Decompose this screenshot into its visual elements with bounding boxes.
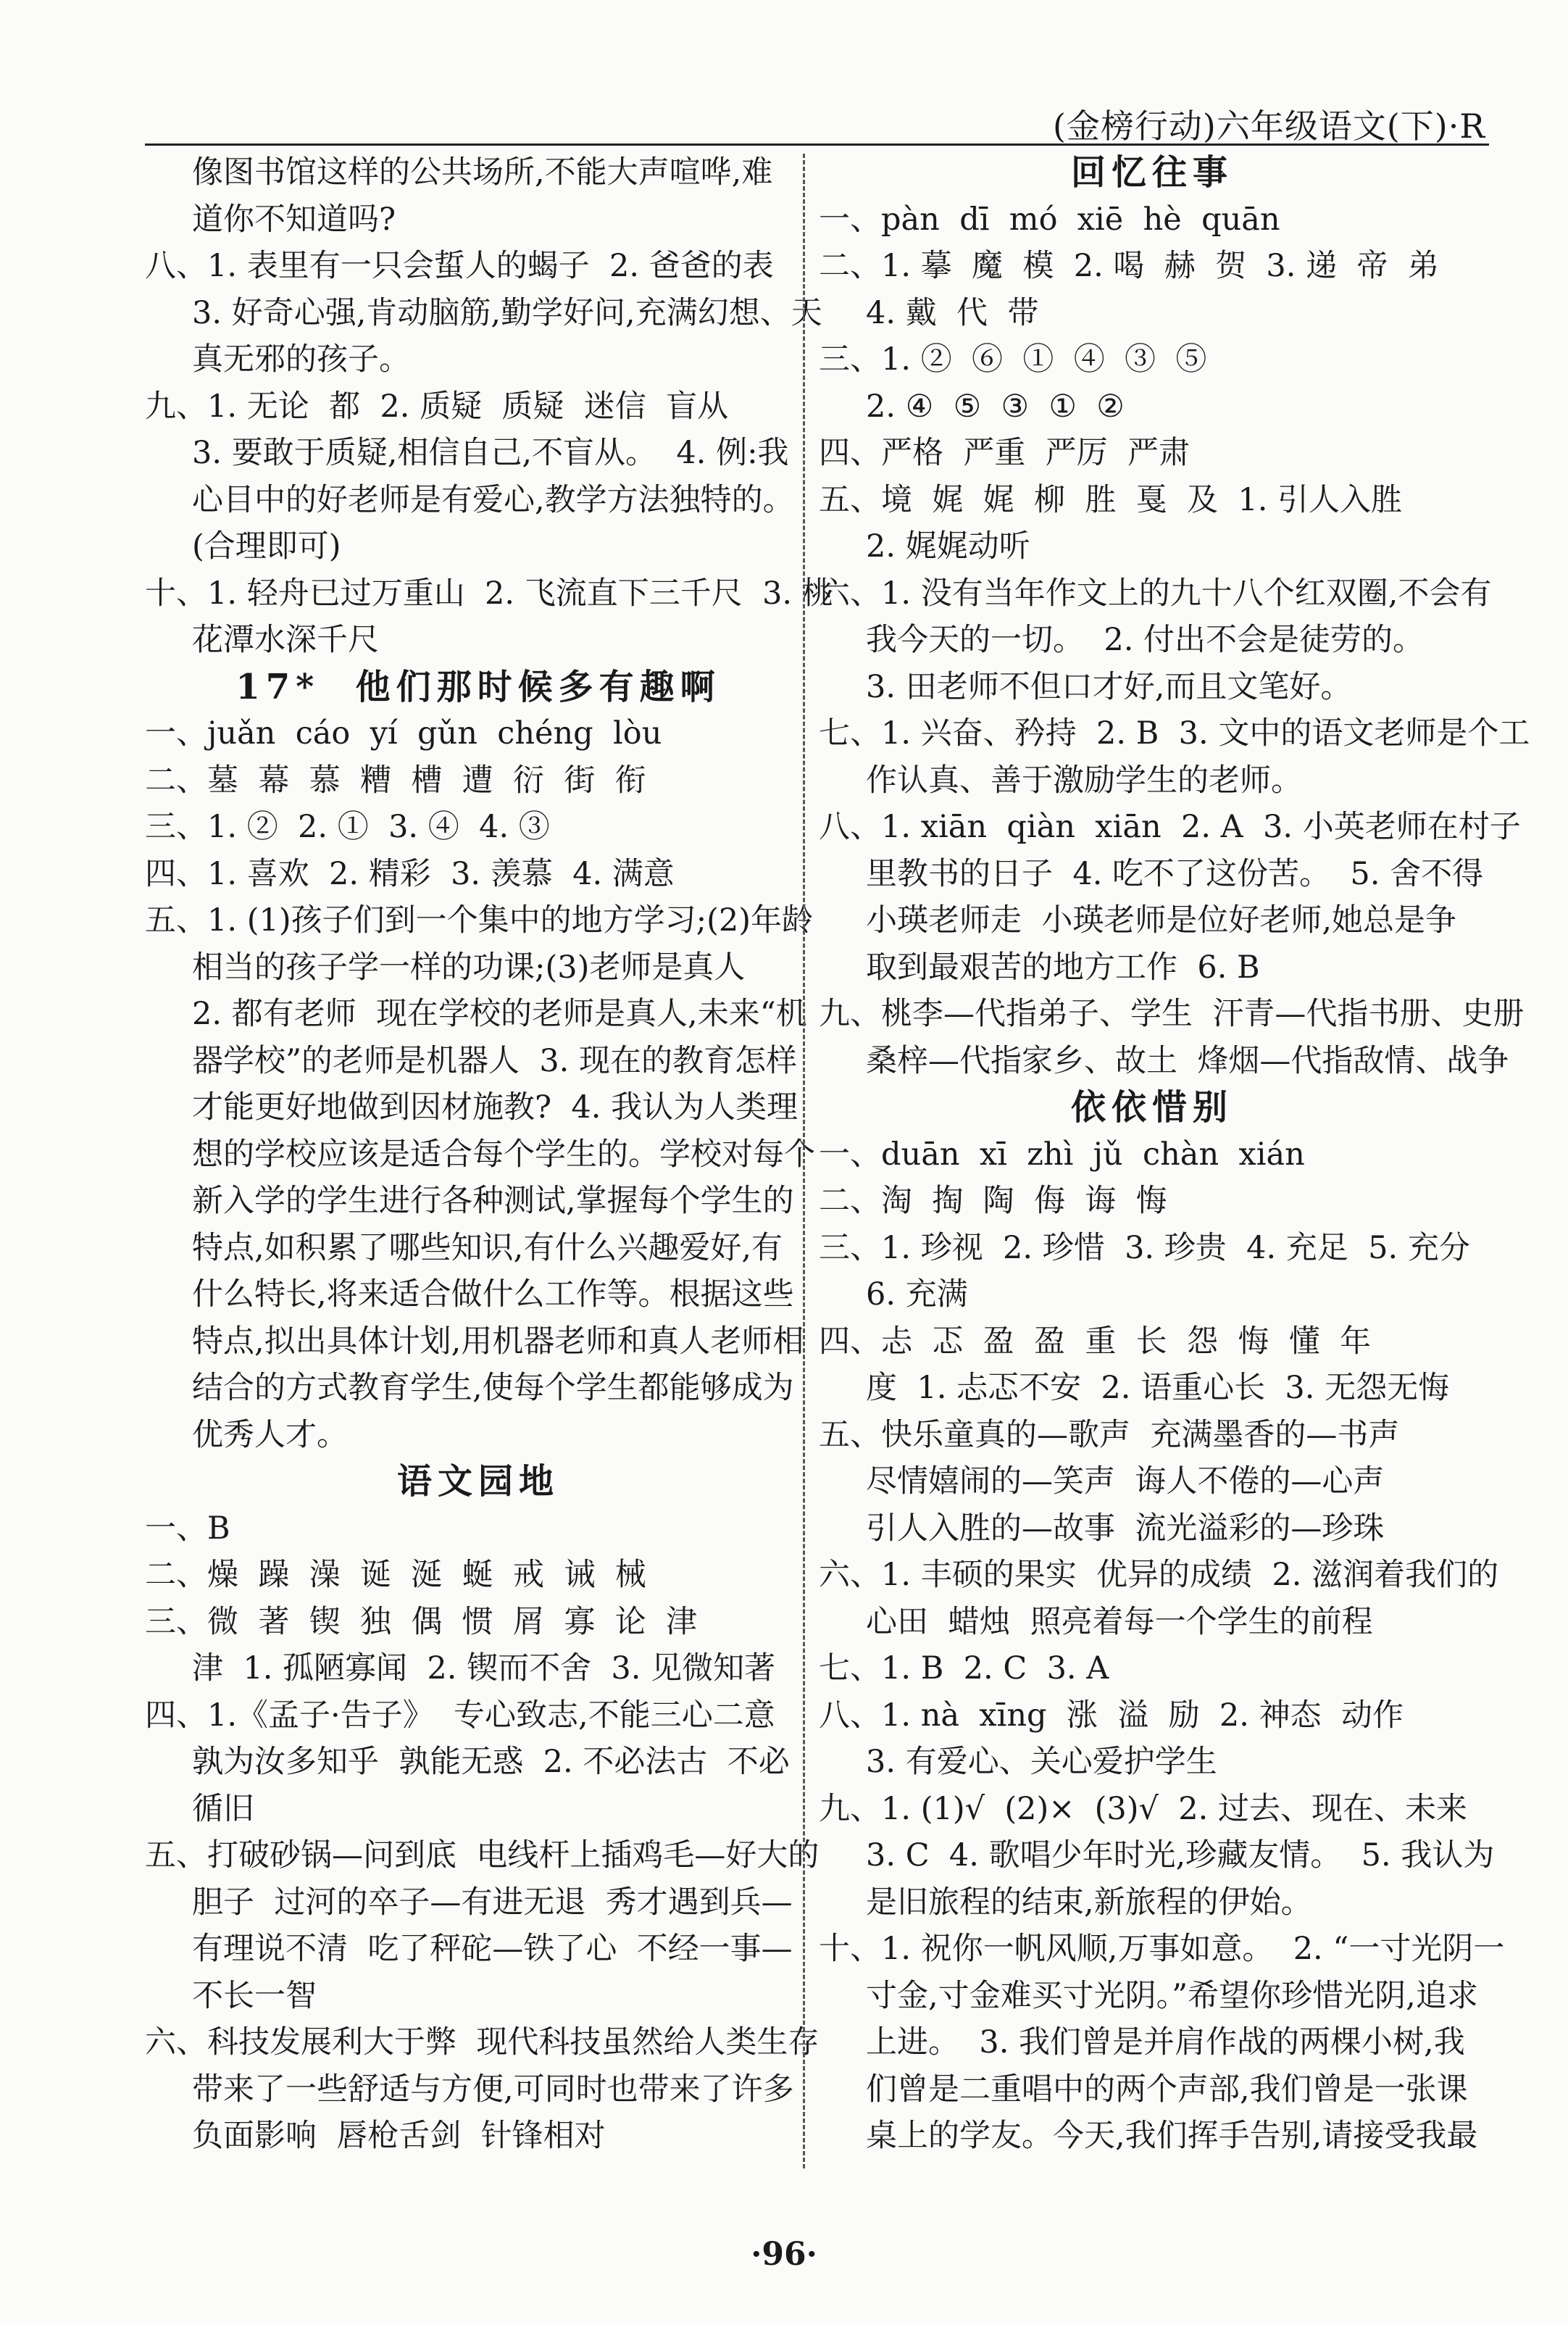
answer-line: 心田 蜡烛 照亮着每一个学生的前程 (866, 1603, 1373, 1640)
answer-line: 特点,如积累了哪些知识,有什么兴趣爱好,有 (192, 1229, 783, 1266)
answer-line: 四、忐 忑 盈 盈 重 长 怨 悔 懂 年 (819, 1323, 1372, 1360)
answer-line: 八、1. xiān qiàn xiān 2. A 3. 小英老师在村子 (819, 809, 1521, 845)
answer-line: 七、1. 兴奋、矜持 2. B 3. 文中的语文老师是个工 (819, 715, 1530, 752)
answer-line: 胆子 过河的卒子—有进无退 秀才遇到兵— (192, 1884, 793, 1921)
answer-line: 3. 有爱心、关心爱护学生 (866, 1744, 1217, 1780)
answer-line: 2. ④ ⑤ ③ ① ② (866, 388, 1125, 425)
answer-line: 六、科技发展利大于弊 现代科技虽然给人类生存 (145, 2024, 820, 2060)
answer-line: 五、快乐童真的—歌声 充满墨香的—书声 (819, 1416, 1400, 1453)
answer-line: 五、境 娓 娓 柳 胜 戛 及 1. 引人入胜 (819, 481, 1403, 518)
answer-line: 一、juǎn cáo yí gǔn chéng lòu (145, 715, 662, 752)
answer-line: 新入学的学生进行各种测试,掌握每个学生的 (192, 1183, 794, 1219)
answer-line: 3. C 4. 歌唱少年时光,珍藏友情。 5. 我认为 (866, 1837, 1495, 1873)
answer-line: 三、微 著 锲 独 偶 惯 屑 寡 论 津 (145, 1603, 698, 1640)
answer-line: 们曾是二重唱中的两个声部,我们曾是一张课 (866, 2071, 1468, 2108)
answer-line: 作认真、善于激励学生的老师。 (866, 762, 1302, 799)
answer-line: 2. 娓娓动听 (866, 528, 1030, 565)
answer-line: 三、1. 珍视 2. 珍惜 3. 珍贵 4. 充足 5. 充分 (819, 1229, 1470, 1266)
answer-line: 四、1.《孟子·告子》 专心致志,不能三心二意 (145, 1697, 775, 1734)
answer-line: 3. 好奇心强,肯动脑筋,勤学好问,充满幻想、天 (192, 294, 822, 331)
answer-line: 心目中的好老师是有爱心,教学方法独特的。 (192, 481, 794, 518)
answer-line: 里教书的日子 4. 吃不了这份苦。 5. 舍不得 (866, 855, 1484, 892)
section-heading: 回忆往事 (1070, 152, 1233, 193)
section-heading: 语文园地 (396, 1461, 559, 1502)
header-rule (145, 144, 1489, 146)
answer-line: 度 1. 忐忑不安 2. 语重心长 3. 无怨无悔 (866, 1370, 1450, 1406)
answer-line: 循旧 (192, 1790, 254, 1827)
answer-line: 优秀人才。 (192, 1416, 348, 1453)
column-divider (803, 154, 805, 2168)
answer-line: 九、1. (1)√ (2)× (3)√ 2. 过去、现在、未来 (819, 1790, 1467, 1827)
answer-line: 八、1. 表里有一只会蜇人的蝎子 2. 爸爸的表 (145, 248, 774, 284)
answer-line: 八、1. nà xīng 涨 溢 励 2. 神态 动作 (819, 1697, 1404, 1734)
answer-line: 一、duān xī zhì jǔ chàn xián (819, 1136, 1305, 1173)
answer-line: 寸金,寸金难买寸光阴。”希望你珍惜光阴,追求 (866, 1977, 1478, 2014)
answer-line: 孰为汝多知乎 孰能无惑 2. 不必法古 不必 (192, 1744, 790, 1780)
answer-line: 九、桃李—代指弟子、学生 汗青—代指书册、史册 (819, 996, 1525, 1032)
page-header: (金榜行动)六年级语文(下)·R (1052, 107, 1485, 146)
answer-line: 特点,拟出具体计划,用机器老师和真人老师相 (192, 1323, 804, 1360)
answer-line: 3. 要敢于质疑,相信自己,不盲从。 4. 例:我 (192, 435, 789, 471)
answer-line: 尽情嬉闹的—笑声 诲人不倦的—心声 (866, 1463, 1385, 1500)
answer-line: 什么特长,将来适合做什么工作等。根据这些 (192, 1276, 794, 1313)
answer-line: 六、1. 丰硕的果实 优异的成绩 2. 滋润着我们的 (819, 1557, 1499, 1593)
answer-line: 我今天的一切。 2. 付出不会是徒劳的。 (866, 622, 1425, 658)
answer-line: 二、墓 幕 慕 糟 槽 遭 衍 街 衔 (145, 762, 646, 799)
answer-line: 负面影响 唇枪舌剑 针锋相对 (192, 2118, 606, 2154)
answer-line: 有理说不清 吃了秤砣—铁了心 不经一事— (192, 1931, 793, 1967)
answer-line: 二、燥 躁 澡 诞 涎 蜒 戒 诫 械 (145, 1557, 646, 1593)
answer-line: 津 1. 孤陋寡闻 2. 锲而不舍 3. 见微知著 (192, 1650, 776, 1686)
answer-line: 九、1. 无论 都 2. 质疑 质疑 迷信 盲从 (145, 388, 729, 425)
answer-line: 2. 都有老师 现在学校的老师是真人,未来“机 (192, 996, 807, 1032)
answer-line: 三、1. ② ⑥ ① ④ ③ ⑤ (819, 341, 1207, 378)
answer-line: 像图书馆这样的公共场所,不能大声喧哗,难 (192, 154, 773, 191)
answer-line: 四、1. 喜欢 2. 精彩 3. 羡慕 4. 满意 (145, 855, 675, 892)
answer-line: 是旧旅程的结束,新旅程的伊始。 (866, 1884, 1312, 1921)
answer-line: 三、1. ② 2. ① 3. ④ 4. ③ (145, 809, 550, 845)
answer-line: 桑梓—代指家乡、故土 烽烟—代指敌情、战争 (866, 1042, 1509, 1079)
answer-line: 小瑛老师走 小瑛老师是位好老师,她总是争 (866, 902, 1457, 939)
answer-line: 十、1. 轻舟已过万重山 2. 飞流直下三千尺 3. 桃 (145, 575, 833, 612)
answer-line: 五、打破砂锅—问到底 电线杆上插鸡毛—好大的 (145, 1837, 820, 1873)
answer-line: 一、B (145, 1510, 230, 1547)
answer-line: 结合的方式教育学生,使每个学生都能够成为 (192, 1370, 794, 1406)
answer-line: 才能更好地做到因材施教? 4. 我认为人类理 (192, 1089, 798, 1126)
answer-line: 十、1. 祝你一帆风顺,万事如意。 2. “一寸光阴一 (819, 1931, 1505, 1967)
answer-line: 五、1. (1)孩子们到一个集中的地方学习;(2)年龄 (145, 902, 814, 939)
answer-line: 六、1. 没有当年作文上的九十八个红双圈,不会有 (819, 575, 1492, 612)
answer-line: 6. 充满 (866, 1276, 968, 1313)
answer-line: 想的学校应该是适合每个学生的。学校对每个 (192, 1136, 815, 1173)
page-number: ·96· (751, 2236, 817, 2273)
answer-line: 桌上的学友。今天,我们挥手告别,请接受我最 (866, 2118, 1478, 2154)
section-heading: 依依惜别 (1070, 1087, 1233, 1128)
answer-line: 二、1. 摹 魔 模 2. 喝 赫 贺 3. 递 帝 弟 (819, 248, 1439, 284)
answer-line: 四、严格 严重 严厉 严肃 (819, 435, 1190, 471)
answer-line: 3. 田老师不但口才好,而且文笔好。 (866, 668, 1352, 705)
answer-line: 上进。 3. 我们曾是并肩作战的两棵小树,我 (866, 2024, 1465, 2060)
answer-line: 引人入胜的—故事 流光溢彩的—珍珠 (866, 1510, 1385, 1547)
right-column (819, 149, 1530, 2160)
answer-line: 器学校”的老师是机器人 3. 现在的教育怎样 (192, 1042, 798, 1079)
answer-line: 4. 戴 代 带 (866, 294, 1039, 331)
answer-line: 七、1. B 2. C 3. A (819, 1650, 1109, 1686)
left-column (145, 149, 833, 2160)
answer-line: 取到最艰苦的地方工作 6. B (866, 949, 1260, 986)
answer-line: 道你不知道吗? (192, 201, 396, 238)
answer-line: 一、pàn dī mó xiē hè quān (819, 201, 1280, 238)
answer-line: (合理即可) (192, 528, 341, 565)
answer-line: 带来了一些舒适与方便,可同时也带来了许多 (192, 2071, 794, 2108)
answer-line: 真无邪的孩子。 (192, 341, 410, 378)
answer-line: 不长一智 (192, 1977, 317, 2014)
answer-line: 二、淘 掏 陶 侮 诲 悔 (819, 1183, 1167, 1219)
section-heading: 17* 他们那时候多有趣啊 (235, 666, 721, 707)
answer-line: 花潭水深千尺 (192, 622, 379, 658)
answer-line: 相当的孩子学一样的功课;(3)老师是真人 (192, 949, 746, 986)
